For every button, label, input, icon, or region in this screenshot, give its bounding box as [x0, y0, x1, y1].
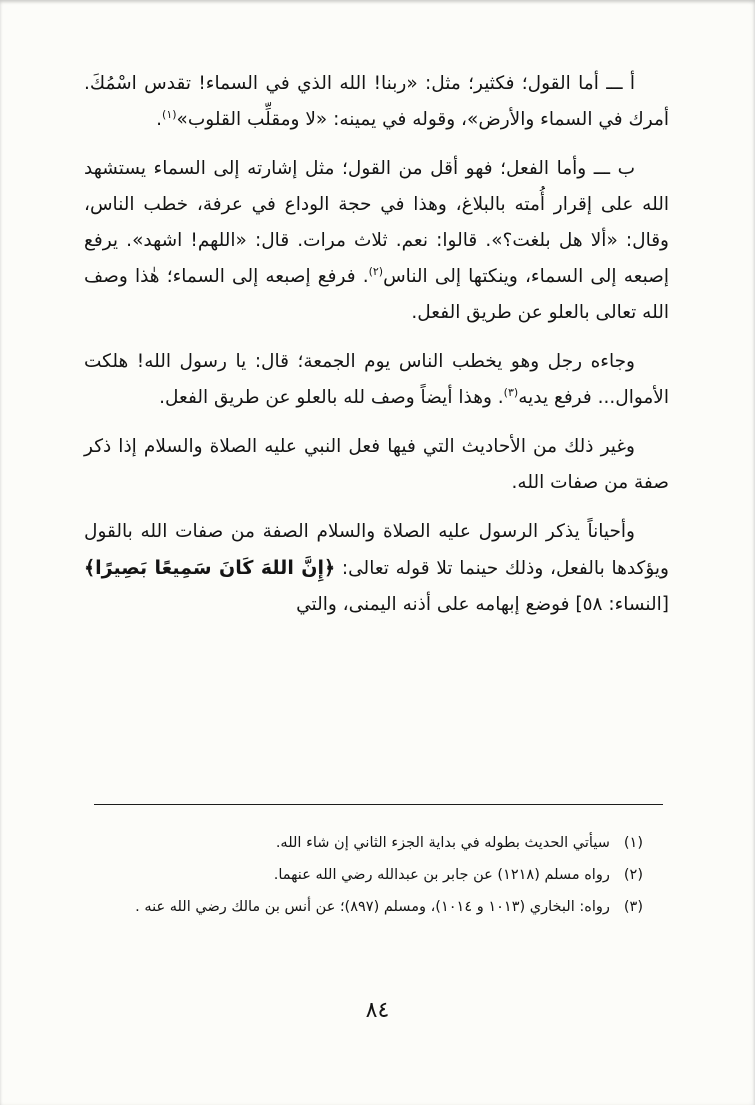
paragraph-other-hadiths [84, 429, 669, 501]
main-text-block [84, 66, 669, 636]
paragraph-text: . فرفع إصبعه إلى السماء؛ هٰذا وصف الله تعالى بالعلو عن طريق الفعل. [84, 266, 669, 323]
footnote-number: (١) [623, 835, 643, 851]
paragraph-text: ب ـــ وأما الفعل؛ فهو أقل من القول؛ مثل إشارته إلى السماء يستشهد الله على إقرار أُمته بالبلاغ، وهذا في حجة الوداع في عرفة، خطب الناس، وقال: «ألا هل بلغت؟». قالوا: نعم. ثلاث مرات. قال: «اللهم! اشهد». يرفع إصبعه إلى السماء، وينكتها إلى الناس [84, 158, 669, 287]
footnote-number: (٢) [623, 867, 643, 883]
footnote-text: رواه: البخاري (١٠١٣ و ١٠١٤)، ومسلم (٨٩٧)؛ عن أنس بن مالك رضي الله عنه . [135, 899, 610, 915]
quran-verse-text: ﴿إِنَّ اللهَ كَانَ سَمِيعًا بَصِيرًا﴾ [84, 557, 336, 579]
paragraph-text: أ ـــ أما القول؛ فكثير؛ مثل: «ربنا! الله الذي في السماء! تقدس اسْمُكَ. أمرك في السماء والأرض»، وقوله في يمينه: «لا ومقلِّب القلوب» [84, 73, 669, 130]
paragraph-a-speech [84, 66, 669, 138]
footnote-divider-line [94, 804, 663, 805]
footnote-text: رواه مسلم (١٢١٨) عن جابر بن عبدالله رضي الله عنهما. [273, 867, 610, 883]
footnote-ref-2: (٢) [368, 264, 384, 278]
footnote-ref-1: (١) [162, 107, 177, 121]
paragraph-b-action [84, 151, 669, 331]
footnote-item [86, 892, 643, 922]
footnotes-section [86, 828, 643, 924]
footnote-ref-3: (٣) [503, 385, 519, 399]
paragraph-text: . [156, 109, 163, 130]
footnote-item [86, 828, 643, 858]
paragraph-text: [النساء: ٥٨] فوضع إبهامه على أذنه اليمنى، والتي [296, 594, 669, 615]
footnote-text: سيأتي الحديث بطوله في بداية الجزء الثاني إن شاء الله. [275, 835, 610, 851]
paragraph-text: . وهذا أيضاً وصف لله بالعلو عن طريق الفعل. [159, 387, 504, 408]
paragraph-text: وجاءه رجل وهو يخطب الناس يوم الجمعة؛ قال: يا رسول الله! هلكت الأموال... فرفع يديه [84, 351, 669, 408]
page-number: ٨٤ [365, 998, 390, 1023]
paragraph-friday-sermon [84, 344, 669, 416]
paragraph-text: وغير ذلك من الأحاديث التي فيها فعل النبي عليه الصلاة والسلام إذا ذكر صفة من صفات الله. [84, 436, 669, 493]
paragraph-text: وأحياناً يذكر الرسول عليه الصلاة والسلام الصفة من صفات الله بالقول ويؤكدها بالفعل، وذلك حينما تلا قوله تعالى: [84, 521, 669, 579]
footnote-item [86, 860, 643, 890]
footnote-number: (٣) [623, 899, 643, 915]
paragraph-verse-citation [84, 514, 669, 623]
